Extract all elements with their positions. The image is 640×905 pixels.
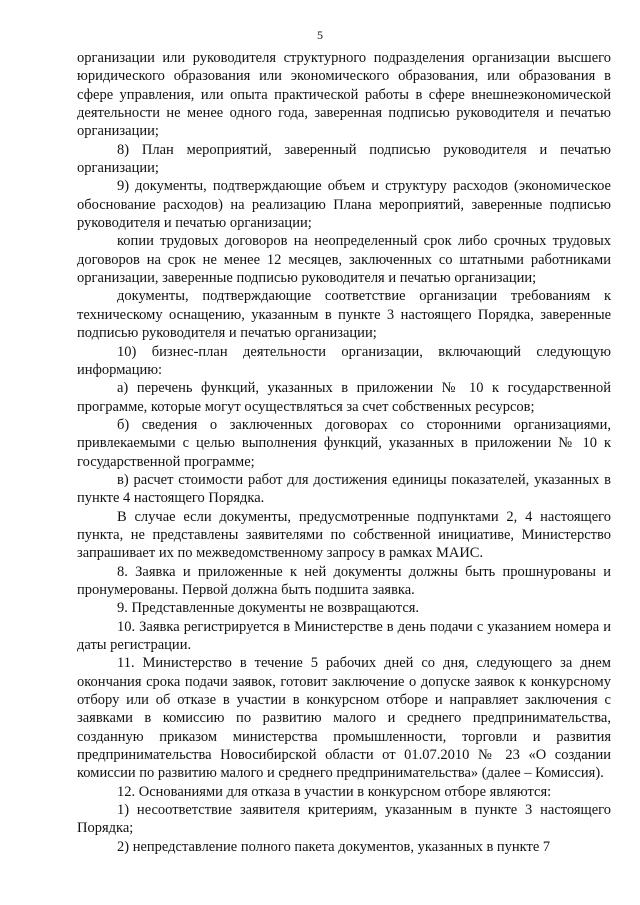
page-number: 5: [317, 28, 323, 42]
paragraph-labor-contracts: копии трудовых договоров на неопределенный срок либо срочных трудовых договоров на срок не менее 12 месяцев, заключенных со штатными работниками организации, заверенные подписью руководителя и печатью организации;: [77, 233, 611, 287]
paragraph-subitem-b: б) сведения о заключенных договорах со сторонними организациями, привлекаемыми с целью выполнения функций, указанных в приложении № 10 к государственной программе;: [77, 416, 611, 470]
paragraph-section-9: 9. Представленные документы не возвращаются.: [117, 600, 420, 617]
paragraph-section-11: 11. Министерство в течение 5 рабочих дней со дня, следующего за днем окончания срока подачи заявок, готовит заключение о допуске заявок к конкурсному отбору или об отказе в участии в конкурсном отборе и направляет заключения с заявками в комиссию по развитию малого и среднего предпринимательства, созданную приказом министерства промышленности, торговли и развития предпринимательства Новосибирской области от 01.07.2010 № 23 «О создании комиссии по развитию малого и среднего предпринимательства» (далее – Комиссия).: [77, 655, 611, 782]
paragraph-subitem-a: а) перечень функций, указанных в приложении № 10 к государственной программе, которые могут осуществляться за счет собственных ресурсов;: [77, 380, 611, 415]
paragraph-item-8-plan: 8) План мероприятий, заверенный подписью руководителя и печатью организации;: [77, 141, 611, 177]
paragraph-section-10: 10. Заявка регистрируется в Министерстве в день подачи с указанием номера и даты регистрации.: [77, 618, 611, 653]
paragraph-technical-equipment: документы, подтверждающие соответствие организации требованиям к техническому оснащению, указанным в пункте 3 настоящего Порядка, заверенные подписью руководителя и печатью организации;: [77, 288, 611, 342]
paragraph-refusal-reason-1: 1) несоответствие заявителя критериям, указанным в пункте 3 настоящего Порядка;: [77, 802, 611, 837]
paragraph-subitem-v: в) расчет стоимости работ для достижения единицы показателей, указанных в пункте 4 настоящего Порядка.: [77, 471, 611, 507]
paragraph-item-10-business-plan: 10) бизнес-план деятельности организации, включающий следующую информацию:: [77, 343, 611, 378]
paragraph-section-12: 12. Основаниями для отказа в участии в конкурсном отборе являются:: [117, 783, 552, 800]
paragraph-section-8: 8. Заявка и приложенные к ней документы должны быть прошнурованы и пронумерованы. Первой должна быть подшита заявка.: [77, 563, 611, 598]
document-body: [77, 49, 611, 856]
paragraph-refusal-reason-2: 2) непредставление полного пакета документов, указанных в пункте 7: [117, 838, 551, 855]
paragraph-continuation: организации или руководителя структурного подразделения организации высшего юридического образования или экономического образования, или образования в сфере управления, или опыта практической работы в сфере внешнеэкономической деятельности не менее одного года, заверенная подписью руководителя и печатью организации;: [77, 50, 611, 140]
paragraph-item-9-documents: 9) документы, подтверждающие объем и структуру расходов (экономическое обоснование расходов) на реализацию Плана мероприятий, заверенные подписью руководителя и печатью организации;: [77, 178, 611, 232]
paragraph-interagency-request: В случае если документы, предусмотренные подпунктами 2, 4 настоящего пункта, не представлены заявителями по собственной инициативе, Министерство запрашивает их по межведомственному запросу в рамках МАИС.: [77, 508, 611, 562]
